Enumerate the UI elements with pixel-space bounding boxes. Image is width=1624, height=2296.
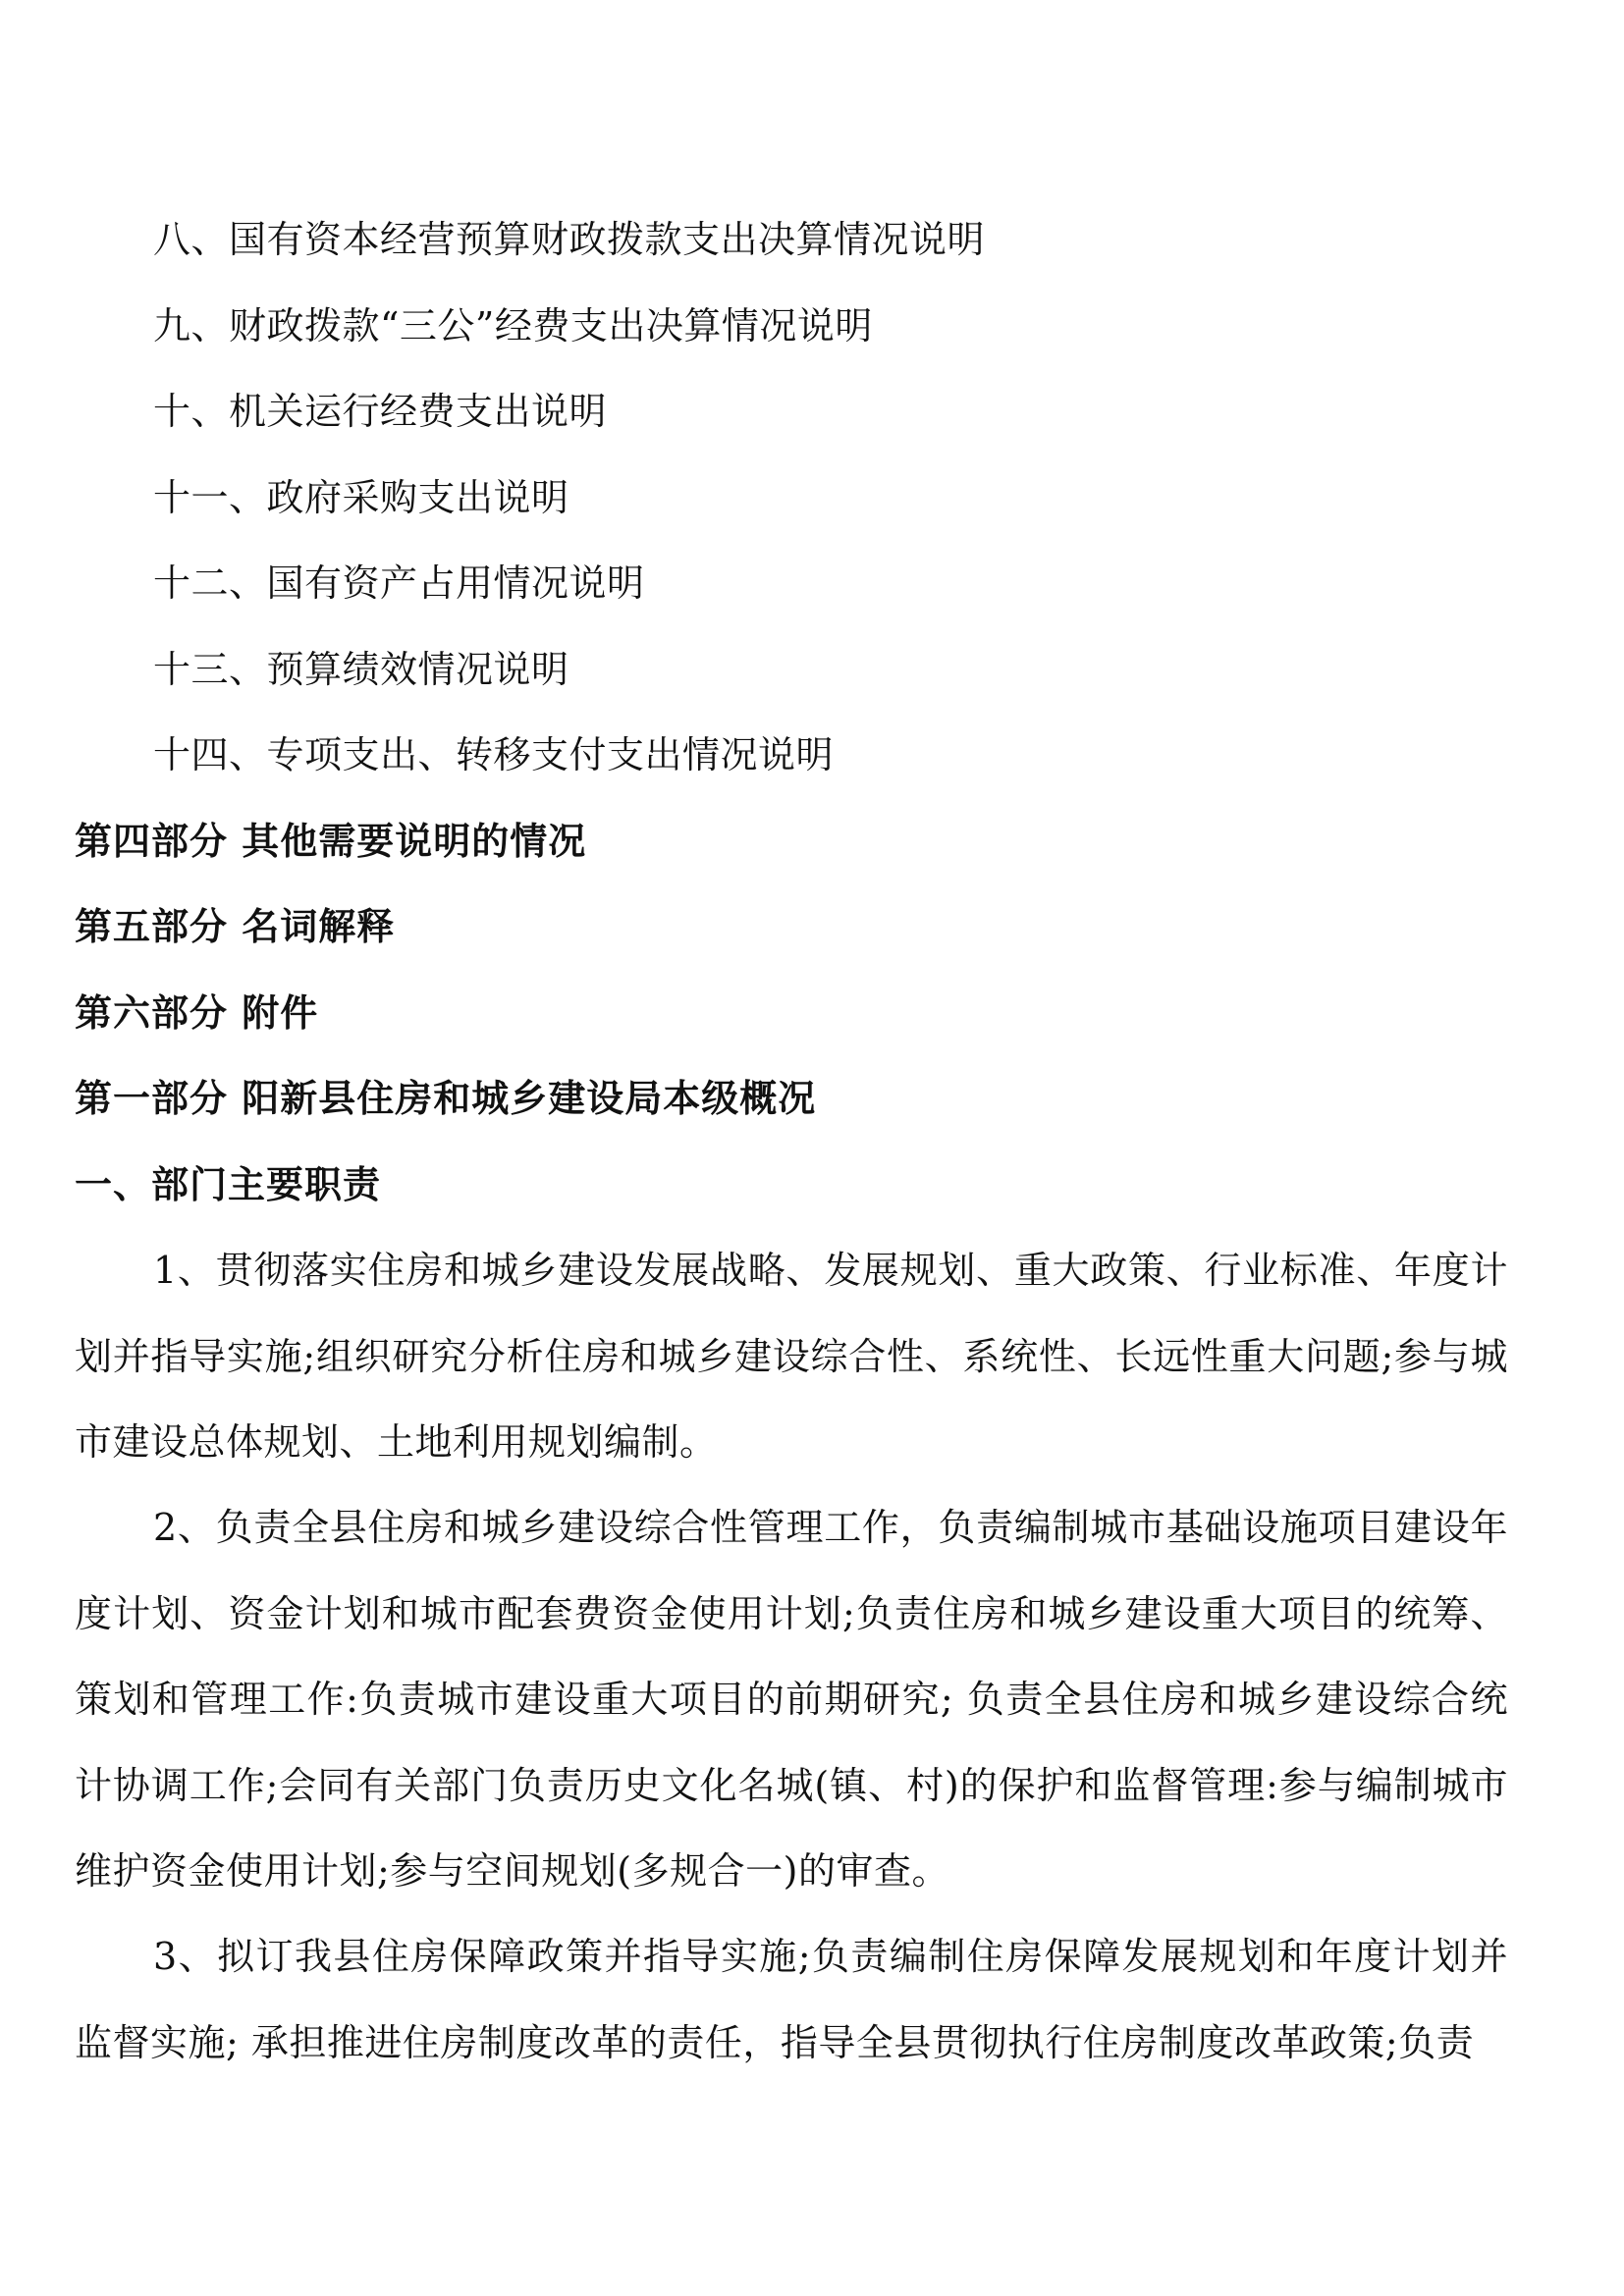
toc-item-10: 十、机关运行经费支出说明 (153, 390, 608, 433)
toc-item-13: 十三、预算绩效情况说明 (153, 648, 569, 691)
duty-paragraph-2: 2、负责全县住房和城乡建设综合性管理工作，负责编制城市基础设施项目建设年度计划、资金计划和城市配套费资金使用计划;负责住房和城乡建设重大项目的统筹、策划和管理工作:负责城市建设重大项目的前期研究; 负责全县住房和城乡建设综合统计协调工作;会同有关部门负责历史文化名城(镇、村)的保护和监督管理:参与编制城市维护资金使用计划;参与空间规划(多规合一)的审查。 (75, 1506, 1508, 1893)
toc-item-11: 十一、政府采购支出说明 (153, 476, 569, 519)
toc-item-12: 十二、国有资产占用情况说明 (153, 561, 645, 605)
toc-item-9: 九、财政拨款“三公”经费支出决算情况说明 (153, 304, 873, 347)
toc-item-14: 十四、专项支出、转移支付支出情况说明 (153, 733, 835, 776)
duty-paragraph-1: 1、贯彻落实住房和城乡建设发展战略、发展规划、重大政策、行业标准、年度计划并指导实施;组织研究分析住房和城乡建设综合性、系统性、长远性重大问题;参与城市建设总体规划、土地利用规划编制。 (75, 1249, 1509, 1464)
part-heading-1: 第一部分 阳新县住房和城乡建设局本级概况 (75, 1077, 817, 1120)
toc-item-8: 八、国有资本经营预算财政拨款支出决算情况说明 (153, 218, 986, 261)
part-heading-5: 第五部分 名词解释 (75, 905, 396, 948)
part-heading-6: 第六部分 附件 (75, 991, 319, 1035)
part-heading-4: 第四部分 其他需要说明的情况 (75, 820, 587, 863)
duty-paragraph-3: 3、拟订我县住房保障政策并指导实施;负责编制住房保障发展规划和年度计划并监督实施; 承担推进住房制度改革的责任，指导全县贯彻执行住房制度改革政策;负责 (75, 1935, 1508, 2064)
section-heading: 一、部门主要职责 (75, 1163, 382, 1206)
